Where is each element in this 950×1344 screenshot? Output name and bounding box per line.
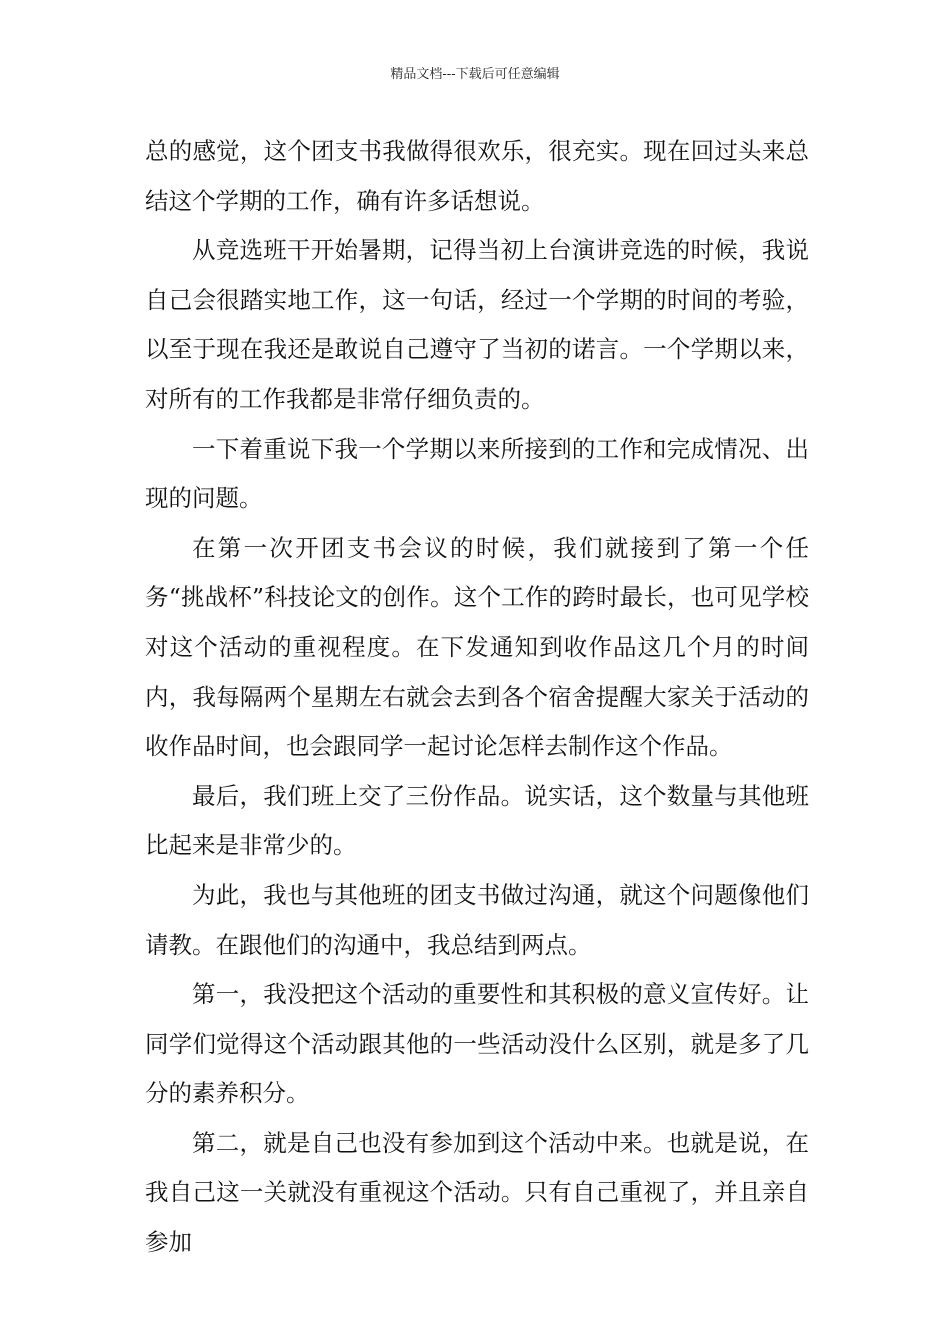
paragraph-2: 从竞选班干开始暑期，记得当初上台演讲竞选的时候，我说自己会很踏实地工作，这一句话，经过一个学期的时间的考验，以至于现在我还是敢说自己遵守了当初的诺言。一个学期以来，对所有的工作我都是非常仔细负责的。 bbox=[145, 236, 809, 413]
page-header: 精品文档---下载后可任意编辑 bbox=[390, 67, 560, 82]
paragraph-8: 第二，就是自己也没有参加到这个活动中来。也就是说，在我自己这一关就没有重视这个活动。只有自己重视了，并且亲自参加 bbox=[145, 1128, 809, 1257]
paragraph-1: 总的感觉，这个团支书我做得很欢乐，很充实。现在回过头来总结这个学期的工作，确有许多话想说。 bbox=[145, 137, 809, 215]
document-body bbox=[145, 127, 809, 1268]
paragraph-4: 在第一次开团支书会议的时候，我们就接到了第一个任务“挑战杯”科技论文的创作。这个工作的跨时最长，也可见学校对这个活动的重视程度。在下发通知到收作品这几个月的时间内，我每隔两个星期左右就会去到各个宿舍提醒大家关于活动的收作品时间，也会跟同学一起讨论怎样去制作这个作品。 bbox=[145, 533, 809, 761]
paragraph-6: 为此，我也与其他班的团支书做过沟通，就这个问题像他们请教。在跟他们的沟通中，我总结到两点。 bbox=[145, 880, 809, 959]
paragraph-7: 第一，我没把这个活动的重要性和其积极的意义宣传好。让同学们觉得这个活动跟其他的一些活动没什么区别，就是多了几分的素养积分。 bbox=[145, 980, 809, 1108]
paragraph-5: 最后，我们班上交了三份作品。说实话，这个数量与其他班比起来是非常少的。 bbox=[145, 781, 809, 860]
paragraph-3: 一下着重说下我一个学期以来所接到的工作和完成情况、出现的问题。 bbox=[145, 434, 809, 513]
